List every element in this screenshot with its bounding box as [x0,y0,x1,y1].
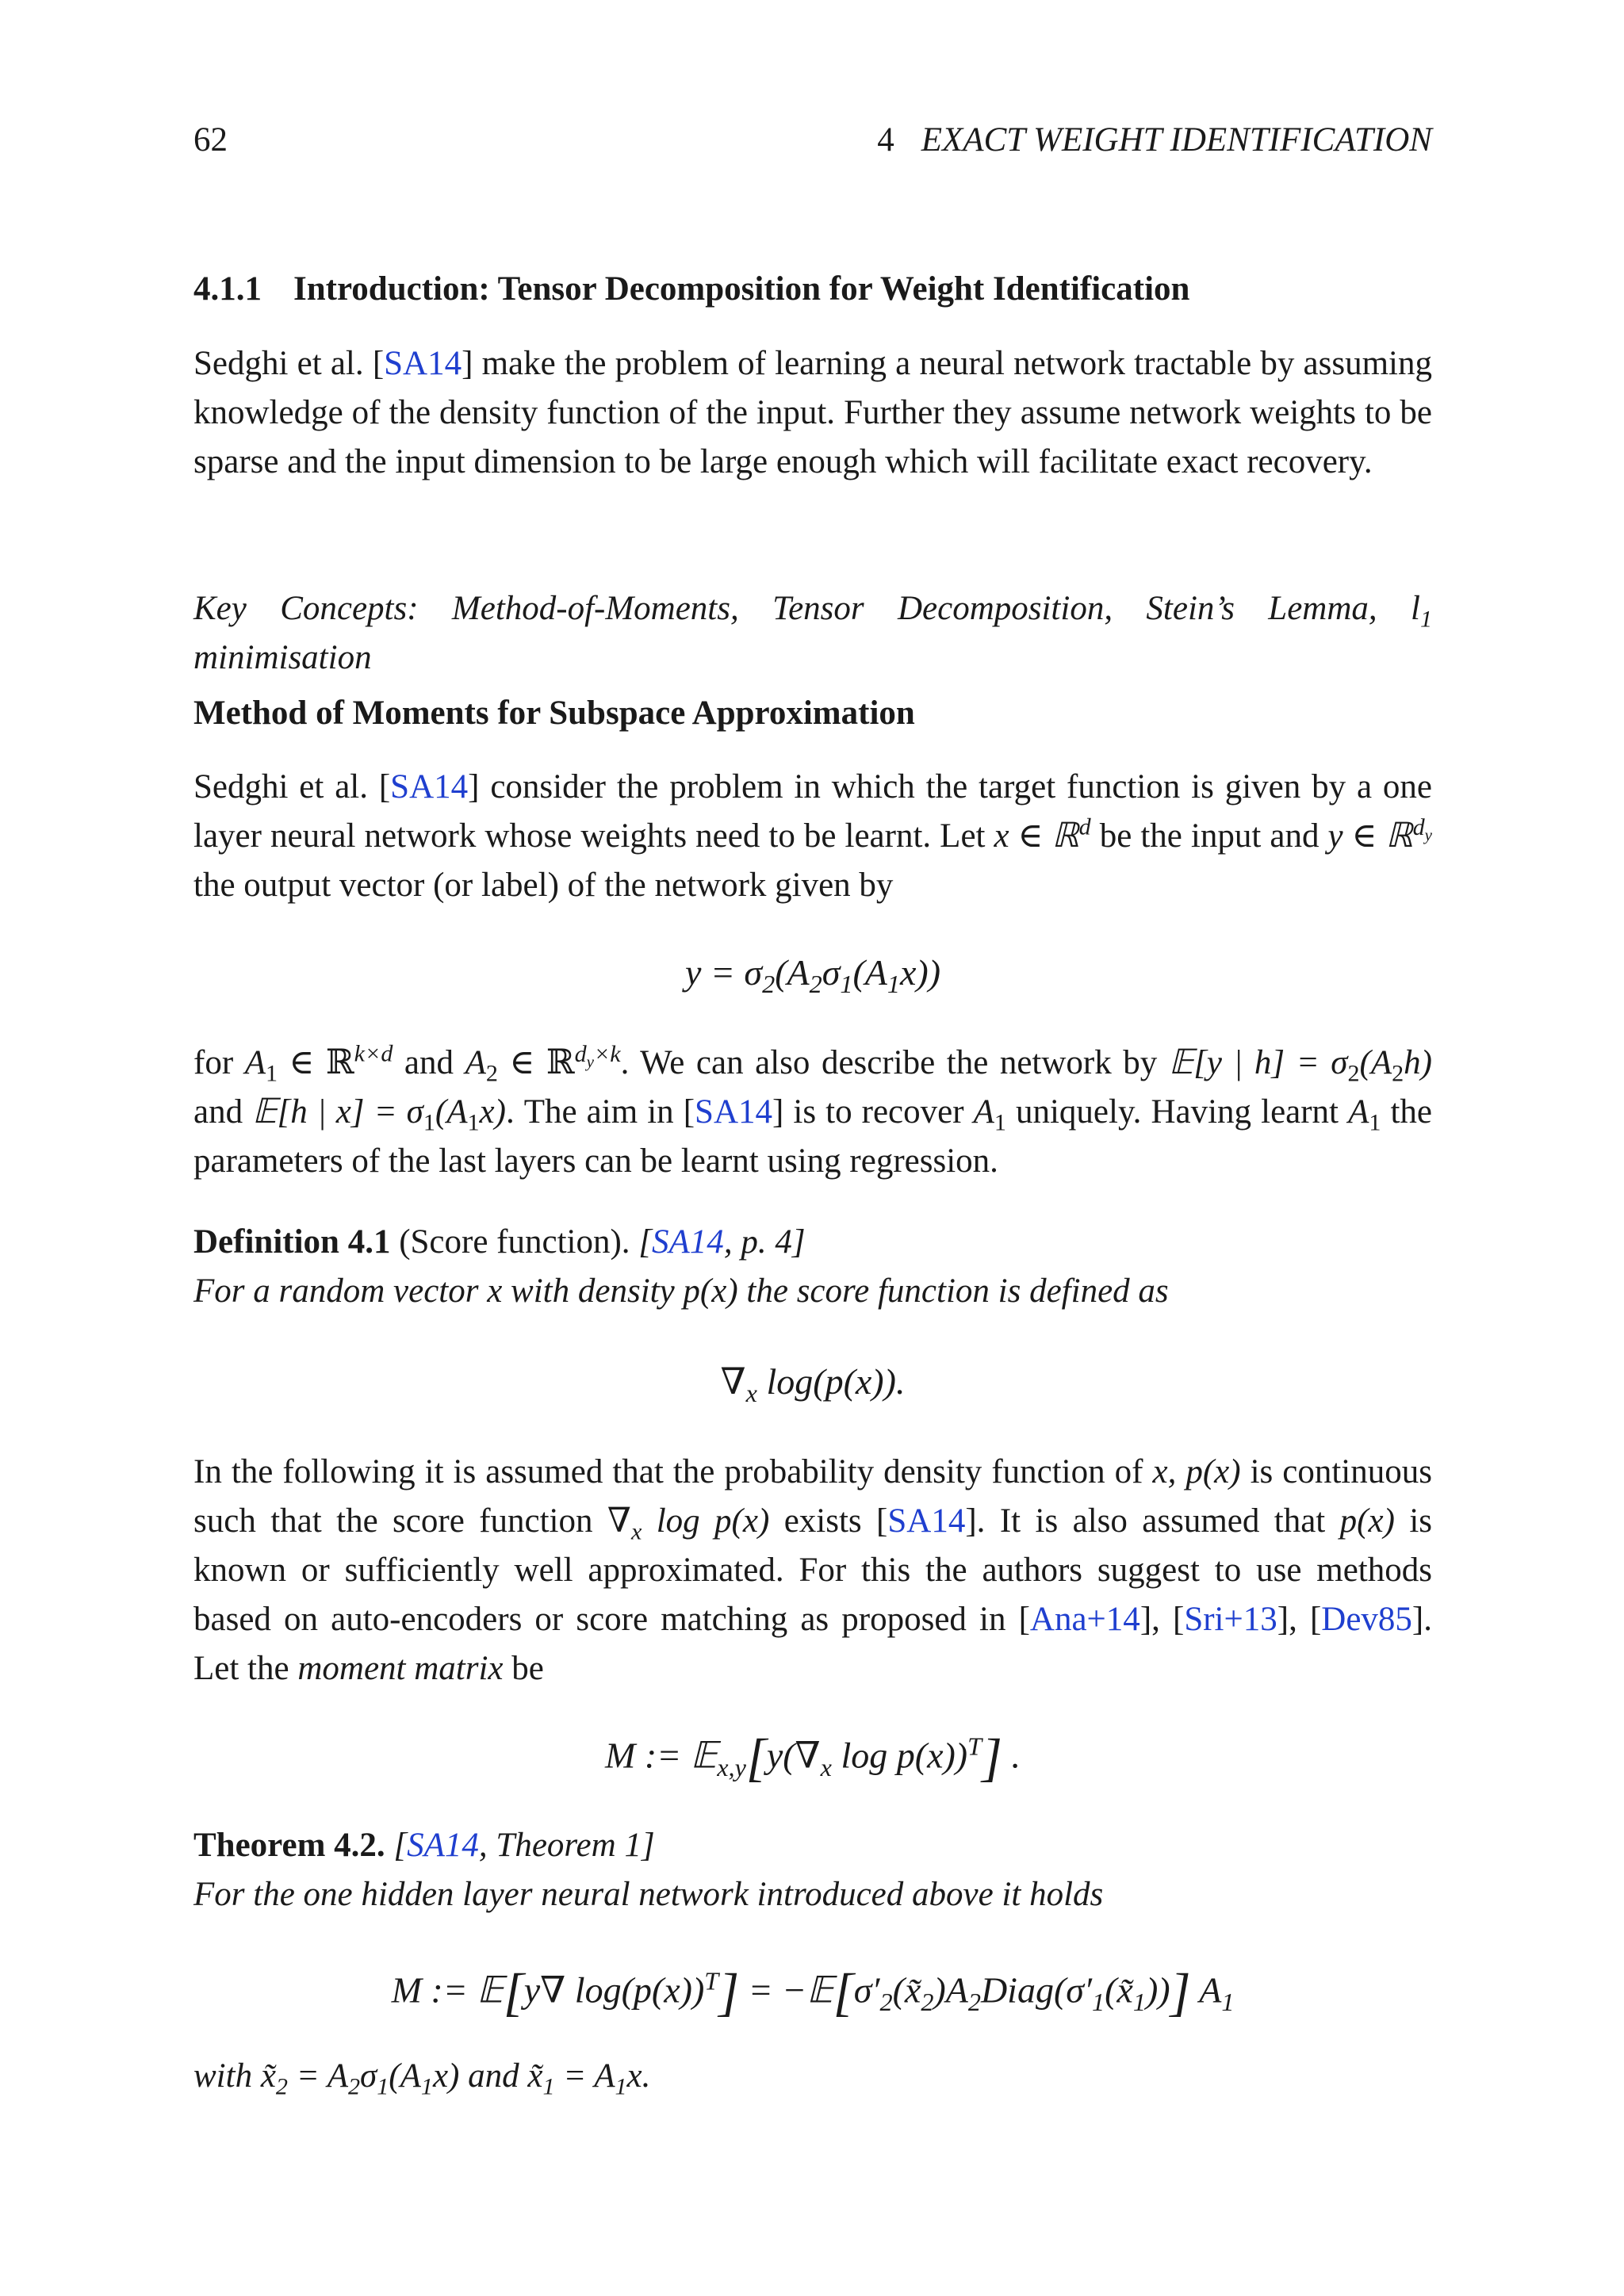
theorem-statement: Theorem 4.2. [SA14, Theorem 1] For the one hidden layer neural network introduced above it holds [193,1827,1104,1913]
equation-moment-matrix: M := $𝔼_{x,y}[y(\nabla_x$ log p(x))$^T$] . [605,1729,1021,1787]
intro-paragraph: Sedghi et al. [SA14] make the problem of learning a neural network tractable by assuming knowledge of the density function of the input. Further they assume network weights to be sparse and the input dimension to be large enough which will facilitate exact recovery. [193,345,1432,480]
citation-link[interactable]: SA14 [695,1093,773,1131]
definition-score-function: Definition 4.1 (Score function). [SA14, p. 4] For a random vector x with density p(x) the score function is defined as [193,1223,1169,1310]
citation-link[interactable]: SA14 [390,768,469,806]
section-number: 4.1.1 [193,270,262,308]
theorem-label: Theorem 4.2. [193,1827,385,1864]
definition-body: For a random vector x with density p(x) the score function is defined as [193,1272,1169,1310]
citation-link[interactable]: Sri+13 [1184,1601,1277,1638]
equation-theorem: M := 𝔼[y∇ $\log(p(x))^T$] = $-𝔼[\sigma'_2(x̃_2)A_2Diag(\sigma'_1(x̃_1))]$ $A_1$ [391,1964,1235,2022]
citation-link[interactable]: Ana+14 [1029,1601,1140,1638]
citation-link[interactable]: Dev85 [1321,1601,1412,1638]
paragraph-network-description: for $A_1$ ∈ ℝ$^{k\times d}$ and $A_2$ ∈ ℝ$^{d_y\times k}$. We can also describe the network by 𝔼[y | $h] = \sigma_2(A_2h)$ and 𝔼[h | $x] = \sigma_1(A_1x)$. The aim in [SA14] is to recover $A_1$ uniquely. Having learnt $A_1$ the parameters of the last layers can be learnt using regression. [193,1039,1432,1180]
citation-link[interactable]: SA14 [652,1223,724,1261]
key-concepts: Key Concepts: Method-of-Moments, Tensor Decomposition, Stein’s Lemma, $l_1$ minimisation [193,590,1432,676]
section-title: Introduction: Tensor Decomposition for Weight Identification [293,270,1190,308]
equation-score-function: $\nabla_x$ log(p(x)). [720,1361,906,1408]
paragraph-network-definition: Sedghi et al. [SA14] consider the problem in which the target function is given by a one layer neural network whose weights need to be learnt. Let x ∈ ℝ$^d$ be the input and y ∈ ℝ$^{d_y}$ the output vector (or label) of the network given by [193,768,1432,904]
running-chapter-title [877,121,1432,159]
chapter-number: 4 [877,121,894,159]
citation-link[interactable]: SA14 [407,1827,479,1864]
citation-link[interactable]: SA14 [887,1502,966,1540]
subsection-heading: Method of Moments for Subspace Approximation [193,695,915,732]
page-number: 62 [193,121,228,159]
definition-label: Definition 4.1 [193,1223,391,1261]
section-heading [193,270,1432,308]
theorem-body: For the one hidden layer neural network introduced above it holds [193,1876,1104,1913]
equation-network: $y = \sigma_2(A_2\sigma_1(A_1x))$ [684,952,941,999]
chapter-title: EXACT WEIGHT IDENTIFICATION [921,121,1432,159]
emphasis: moment matrix [297,1650,504,1687]
theorem-tail: with $x̃_2 = A_2\sigma_1(A_1x)$ and $x̃_1 = A_1x$. [193,2057,651,2100]
citation-link[interactable]: SA14 [384,345,462,382]
paragraph-assumptions: In the following it is assumed that the probability density function of x, p(x) is continuous such that the score function $\nabla_x$ log p(x) exists [SA14]. It is also assumed that p(x) is known or sufficiently well approximated. For this the authors suggest to use methods based on auto-encoders or score matching as proposed in [Ana+14], [Sri+13], [Dev85]. Let the moment matrix be [193,1453,1432,1687]
